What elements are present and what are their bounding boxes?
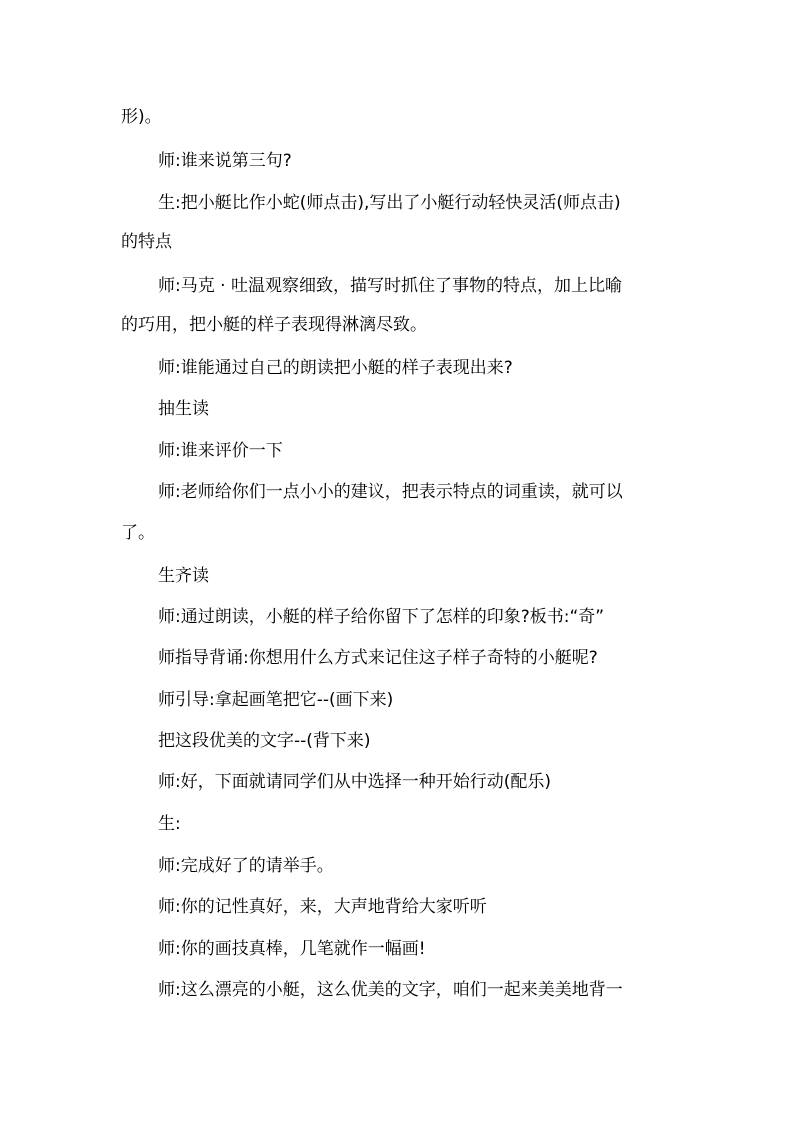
text-line: 师:老师给你们一点小小的建议，把表示特点的词重读，就可以 bbox=[158, 482, 623, 502]
text-line: 把这段优美的文字--(背下来) bbox=[158, 731, 371, 751]
text-line: 生: bbox=[158, 814, 181, 834]
text-line: 生:把小艇比作小蛇(师点击),写出了小艇行动轻快灵活(师点击) bbox=[158, 193, 621, 213]
text-line: 师:好，下面就请同学们从中选择一种开始行动(配乐) bbox=[158, 772, 551, 792]
text-line: 了。 bbox=[121, 523, 155, 543]
text-line: 师:完成好了的请举手。 bbox=[158, 856, 334, 876]
text-line: 生齐读 bbox=[158, 566, 209, 586]
text-line: 师引导:拿起画笔把它--(画下来) bbox=[158, 690, 394, 710]
text-line: 的特点 bbox=[121, 232, 172, 252]
text-line: 师:谁能通过自己的朗读把小艇的样子表现出来? bbox=[158, 358, 513, 378]
text-line: 师:你的记性真好，来，大声地背给大家听听 bbox=[158, 897, 487, 917]
text-line: 师:通过朗读，小艇的样子给你留下了怎样的印象?板书:“奇” bbox=[158, 607, 605, 627]
text-line: 师:谁来评价一下 bbox=[158, 441, 283, 461]
text-line: 抽生读 bbox=[158, 399, 209, 419]
text-line: 师:谁来说第三句? bbox=[158, 151, 292, 171]
text-line: 师:这么漂亮的小艇，这么优美的文字，咱们一起来美美地背一 bbox=[158, 980, 623, 1000]
text-line: 师指导背诵:你想用什么方式来记住这子样子奇特的小艇呢? bbox=[158, 648, 598, 668]
text-line: 的巧用，把小艇的样子表现得淋漓尽致。 bbox=[121, 315, 427, 335]
text-line: 师:马克 · 吐温观察细致，描写时抓住了事物的特点，加上比喻 bbox=[158, 276, 622, 296]
text-line: 形)。 bbox=[121, 107, 162, 127]
text-line: 师:你的画技真棒，几笔就作一幅画! bbox=[158, 939, 426, 959]
